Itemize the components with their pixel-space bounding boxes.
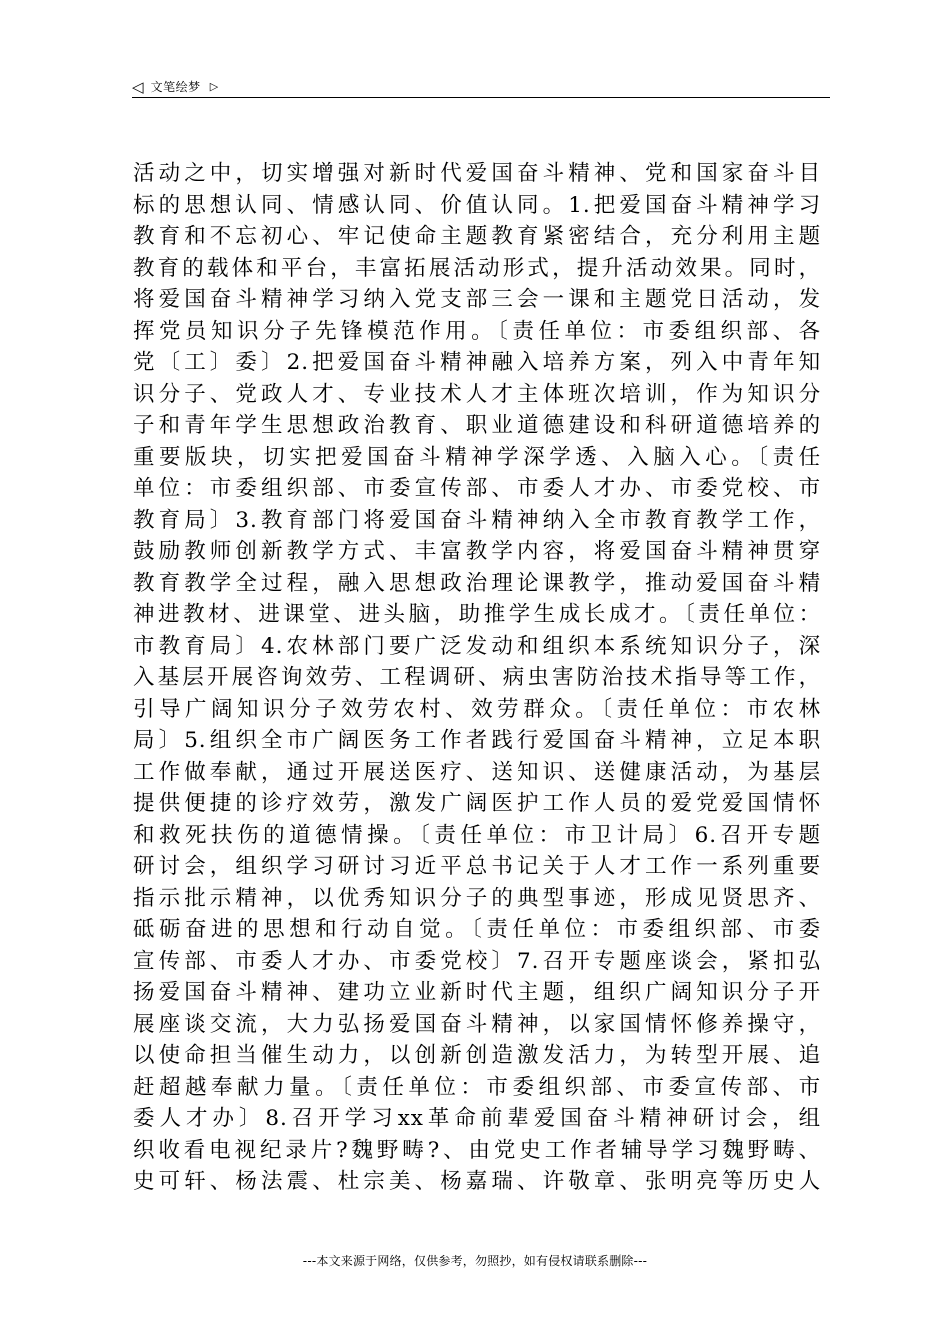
body-line: 研讨会，组织学习研讨习近平总书记关于人才工作一系列重要 — [133, 854, 821, 879]
body-line: 砥砺奋进的思想和行动自觉。〔责任单位：市委组织部、市委 — [133, 917, 821, 942]
body-line: 宣传部、市委人才办、市委党校〕7.召开专题座谈会，紧扣弘 — [133, 948, 821, 974]
footer-notice: ---本文来源于网络，仅供参考，勿照抄，如有侵权请联系删除--- — [302, 1254, 648, 1268]
body-line: 入基层开展咨询效劳、工程调研、病虫害防治技术指导等工作， — [133, 665, 821, 690]
triangle-right-outline-icon: ▷ — [209, 80, 219, 93]
body-line: 指示批示精神，以优秀知识分子的典型事迹，形成见贤思齐、 — [133, 885, 821, 911]
header-brand: 文笔绘梦 — [150, 80, 201, 94]
body-line: 和救死扶伤的道德情操。〔责任单位：市卫计局〕6.召开专题 — [133, 822, 821, 848]
body-text — [133, 158, 821, 1198]
body-line: 鼓励教师创新教学方式、丰富教学内容，将爱国奋斗精神贯穿 — [133, 539, 821, 564]
body-line: 提供便捷的诊疗效劳，激发广阔医护工作人员的爱党爱国情怀 — [133, 791, 821, 816]
body-line: 教育和不忘初心、牢记使命主题教育紧密结合，充分利用主题 — [133, 224, 821, 249]
body-line: 史可轩、杨法震、杜宗美、杨嘉瑞、许敬章、张明亮等历史人 — [133, 1169, 821, 1194]
body-line: 织收看电视纪录片?魏野畴?、由党史工作者辅导学习魏野畴、 — [133, 1137, 821, 1163]
body-line: 教育的载体和平台，丰富拓展活动形式，提升活动效果。同时， — [133, 255, 821, 281]
body-line: 以使命担当催生动力，以创新创造激发活力，为转型开展、追 — [133, 1043, 821, 1068]
body-line: 单位：市委组织部、市委宣传部、市委人才办、市委党校、市 — [133, 476, 821, 501]
body-line: 工作做奉献，通过开展送医疗、送知识、送健康活动，为基层 — [133, 759, 821, 785]
body-line: 党〔工〕委〕2.把爱国奋斗精神融入培养方案，列入中青年知 — [133, 350, 821, 375]
body-line: 局〕5.组织全市广阔医务工作者践行爱国奋斗精神，立足本职 — [133, 728, 821, 753]
body-line: 展座谈交流，大力弘扬爱国奋斗精神，以家国情怀修养操守， — [133, 1011, 821, 1037]
body-line: 市教育局〕4.农林部门要广泛发动和组织本系统知识分子，深 — [133, 633, 821, 659]
body-line: 教育局〕3.教育部门将爱国奋斗精神纳入全市教育教学工作， — [133, 507, 821, 533]
body-line: 标的思想认同、情感认同、价值认同。1.把爱国奋斗精神学习 — [133, 192, 821, 218]
body-line: 活动之中，切实增强对新时代爱国奋斗精神、党和国家奋斗目 — [133, 161, 821, 186]
body-line: 委人才办〕8.召开学习xx革命前辈爱国奋斗精神研讨会，组 — [133, 1106, 821, 1131]
body-line: 赶超越奉献力量。〔责任单位：市委组织部、市委宣传部、市 — [133, 1074, 821, 1100]
body-line: 子和青年学生思想政治教育、职业道德建设和科研道德培养的 — [133, 413, 821, 438]
body-line: 扬爱国奋斗精神、建功立业新时代主题，组织广阔知识分子开 — [133, 980, 821, 1005]
triangle-left-outline-icon: ◁ — [132, 77, 144, 96]
body-line: 识分子、党政人才、专业技术人才主体班次培训，作为知识分 — [133, 381, 821, 407]
header-rule — [132, 97, 830, 98]
body-line: 引导广阔知识分子效劳农村、效劳群众。〔责任单位：市农林 — [133, 696, 821, 722]
body-line: 重要版块，切实把爱国奋斗精神学深学透、入脑入心。〔责任 — [133, 444, 821, 470]
body-line: 教育教学全过程，融入思想政治理论课教学，推动爱国奋斗精 — [133, 570, 821, 596]
body-line: 神进教材、进课堂、进头脑，助推学生成长成才。〔责任单位： — [133, 602, 821, 627]
body-line: 将爱国奋斗精神学习纳入党支部三会一课和主题党日活动，发 — [133, 287, 821, 312]
body-line: 挥党员知识分子先锋模范作用。〔责任单位：市委组织部、各 — [133, 318, 821, 344]
